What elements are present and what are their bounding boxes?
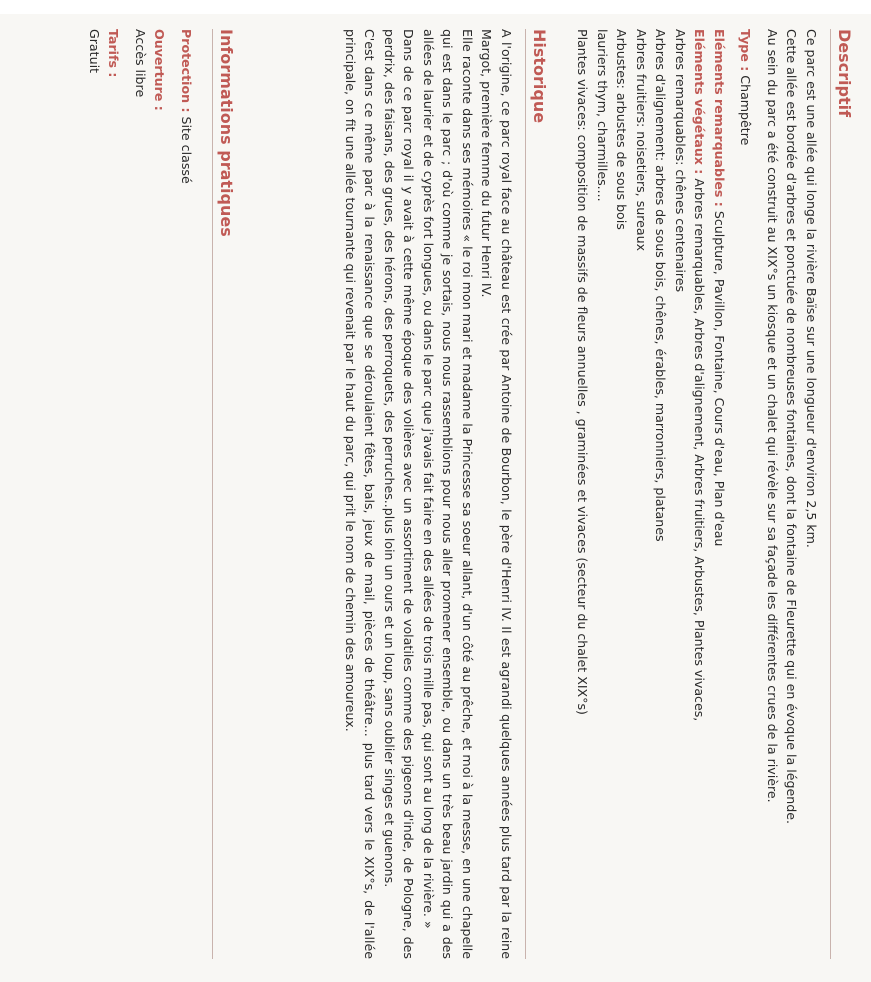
vegetaux-line-5: lauriers thym, charmilles.... [595,29,610,202]
vegetaux-line-3: Arbres fruitiers: noisetiers, sureaux [634,29,649,252]
informations-heading: Informations pratiques [212,29,237,959]
protection-row [177,29,197,959]
historique-paragraph-4: C'est dans ce même parc à la renaissance que se déroulaient fêtes, bals, jeux de mail, pièces de théâtre... plus tard vers le XIX°s, de l'allée principale, on fit une allée tournante qui revenait par le haut du parc, qui prit le nom de chemin des amoureux. [343,29,378,959]
ouverture-label: Ouverture : [152,29,168,111]
type-label: Type : [738,29,754,72]
historique-paragraph-1: A l'origine, ce parc royal face au château est crée par Antoine de Bourbon, le père d'Henri IV. Il est agrandi quelques années plus tard par la reine Margot, première femme du futur Henri IV. [479,29,514,959]
vegetaux-line-6: Plantes vivaces: composition de massifs de fleurs annuelles , graminées et vivaces (secteur du chalet XIX°s) [575,29,591,715]
historique-heading: Historique [525,29,550,959]
vegetaux-line-2: Arbres d'alignement: arbres de sous bois, chênes, érables, marronniers, platanes [653,29,669,542]
ouverture-value: Accès libre [133,29,148,98]
vegetaux-label: Eléments végétaux : [692,29,708,175]
elements-row [710,29,730,959]
descriptif-line-2: Cette allée est bordée d'arbres et ponctuée de nombreuses fontaines, dont la fontaine de Fleurette qui en évoque la légende. [784,29,800,824]
tarifs-label: Tarifs : [106,29,122,78]
historique-section [341,29,551,959]
historique-paragraph-3: Dans de ce parc royal il y avait à cette même époque des volières avec un assortiment de volatiles comme des pigeons d'inde, de Pologne, des perdrix, des faisans, des grues, des hérons, des perroquets, des perruches..plus loin un ours et un loup, sans oublier singes et guenons. [382,29,417,959]
vegetaux-line-1: Arbres remarquables: chênes centenaires [673,29,688,293]
descriptif-section [573,29,855,959]
elements-label: Eléments remarquables : [712,29,727,207]
vegetaux-line-4: Arbustes: arbustes de sous bois [614,29,630,230]
protection-value: Site classé [179,112,194,184]
protection-label: Protection : [179,29,194,113]
historique-paragraph-2: Elle raconte dans ses mémoires « le roi mon mari et madame la Princesse sa soeur allant, d'un côté au prêche, et moi à la messe, en une chapelle qui est dans le parc ; d'où comme je sortais, nous nous rassemblions pour nous aller promener ensemble, ou dans un très beau jardin qui a des allées de laurier et de cyprès fort longues, ou dans le parc que j'avais fait faire en des allées de trois mille pas, qui sont au long de la rivière. » [421,29,475,959]
descriptif-line-3: Au sein du parc a été construit au XIX°s un kiosque et un chalet qui révèle sur sa façade les différentes crues de la rivière. [765,29,780,803]
descriptif-heading: Descriptif [830,29,855,959]
type-value: Champêtre [738,71,754,146]
descriptif-line-1: Ce parc est une allée qui longe la rivière Baïse sur une longueur d'environ 2,5 km. [804,29,819,548]
type-row [736,29,756,959]
rotated-page-content [5,11,865,971]
vegetaux-value: Arbres remarquables, Arbres d'alignement, Arbres fruitiers, Arbustes, Plantes vivaces, [692,174,708,722]
elements-value: Sculpture, Pavillon, Fontaine, Cours d'eau, Plan d'eau [712,206,727,547]
tarifs-value: Gratuit [87,29,102,74]
informations-section [85,29,238,959]
vegetaux-row [690,29,710,959]
